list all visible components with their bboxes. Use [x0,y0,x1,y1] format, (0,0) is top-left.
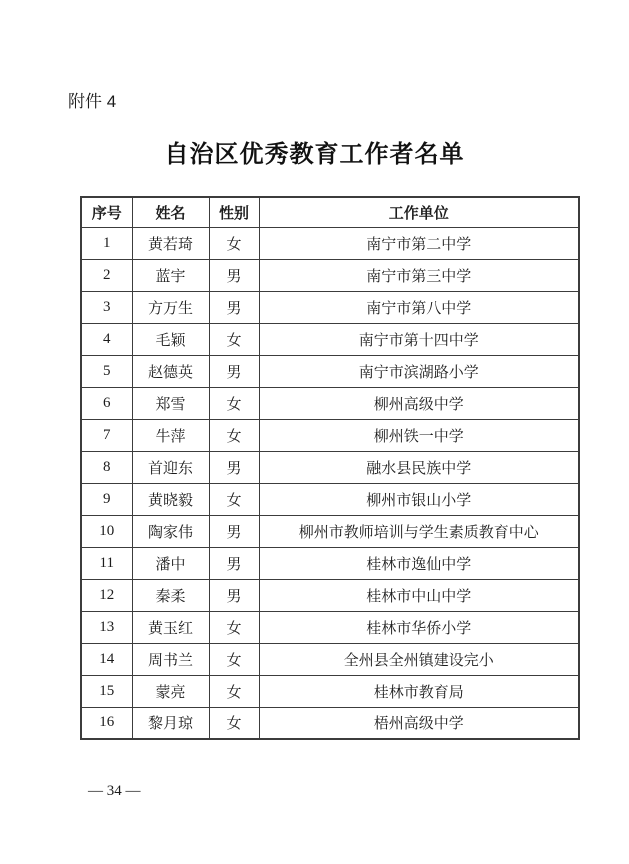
cell-gender: 男 [209,291,259,323]
header-serial-number: 序号 [81,197,132,227]
table-row [81,291,579,323]
awardees-table-container [80,196,580,740]
cell-gender: 男 [209,515,259,547]
cell-no: 3 [81,291,132,323]
cell-name: 秦柔 [132,579,209,611]
cell-no: 7 [81,419,132,451]
cell-no: 4 [81,323,132,355]
cell-gender: 女 [209,611,259,643]
cell-no: 11 [81,547,132,579]
cell-gender: 男 [209,259,259,291]
cell-unit: 桂林市逸仙中学 [259,547,579,579]
table-row [81,579,579,611]
table-row [81,547,579,579]
table-row [81,643,579,675]
cell-unit: 柳州市银山小学 [259,483,579,515]
cell-gender: 女 [209,675,259,707]
cell-unit: 南宁市滨湖路小学 [259,355,579,387]
table-row [81,707,579,739]
table-row [81,323,579,355]
cell-gender: 女 [209,419,259,451]
cell-no: 6 [81,387,132,419]
cell-no: 10 [81,515,132,547]
page-title: 自治区优秀教育工作者名单 [164,142,465,168]
table-row [81,387,579,419]
cell-name: 黄晓毅 [132,483,209,515]
cell-unit: 融水县民族中学 [259,451,579,483]
cell-gender: 男 [209,355,259,387]
header-name: 姓名 [132,197,209,227]
cell-name: 周书兰 [132,643,209,675]
cell-no: 5 [81,355,132,387]
table-row [81,355,579,387]
cell-unit: 南宁市第八中学 [259,291,579,323]
cell-name: 首迎东 [132,451,209,483]
cell-gender: 男 [209,579,259,611]
cell-no: 2 [81,259,132,291]
cell-no: 16 [81,707,132,739]
cell-name: 赵德英 [132,355,209,387]
cell-unit: 南宁市第二中学 [259,227,579,259]
cell-gender: 女 [209,323,259,355]
cell-gender: 女 [209,227,259,259]
cell-gender: 女 [209,643,259,675]
cell-unit: 南宁市第三中学 [259,259,579,291]
cell-gender: 男 [209,547,259,579]
cell-name: 黄玉红 [132,611,209,643]
table-row [81,515,579,547]
cell-gender: 男 [209,451,259,483]
cell-no: 8 [81,451,132,483]
cell-name: 蓝宇 [132,259,209,291]
cell-name: 毛颖 [132,323,209,355]
cell-gender: 女 [209,387,259,419]
cell-unit: 全州县全州镇建设完小 [259,643,579,675]
cell-name: 潘中 [132,547,209,579]
cell-unit: 南宁市第十四中学 [259,323,579,355]
table-row [81,227,579,259]
cell-name: 黄若琦 [132,227,209,259]
cell-no: 1 [81,227,132,259]
header-work-unit: 工作单位 [259,197,579,227]
cell-name: 方万生 [132,291,209,323]
cell-no: 14 [81,643,132,675]
cell-name: 陶家伟 [132,515,209,547]
cell-gender: 女 [209,707,259,739]
cell-gender: 女 [209,483,259,515]
table-row [81,483,579,515]
cell-no: 12 [81,579,132,611]
cell-no: 15 [81,675,132,707]
cell-unit: 柳州铁一中学 [259,419,579,451]
table-row [81,451,579,483]
table-row [81,611,579,643]
page-number: — 34 — [88,783,141,799]
cell-name: 黎月琼 [132,707,209,739]
cell-unit: 桂林市教育局 [259,675,579,707]
cell-no: 9 [81,483,132,515]
cell-unit: 柳州高级中学 [259,387,579,419]
header-gender: 性别 [209,197,259,227]
table-row [81,259,579,291]
cell-unit: 桂林市中山中学 [259,579,579,611]
cell-unit: 桂林市华侨小学 [259,611,579,643]
cell-name: 蒙亮 [132,675,209,707]
table-row [81,675,579,707]
table-header-row [81,197,579,227]
table-row [81,419,579,451]
attachment-label: 附件 4 [68,92,117,111]
cell-name: 牛萍 [132,419,209,451]
cell-unit: 梧州高级中学 [259,707,579,739]
awardees-table [80,196,580,740]
cell-name: 郑雪 [132,387,209,419]
cell-unit: 柳州市教师培训与学生素质教育中心 [259,515,579,547]
cell-no: 13 [81,611,132,643]
